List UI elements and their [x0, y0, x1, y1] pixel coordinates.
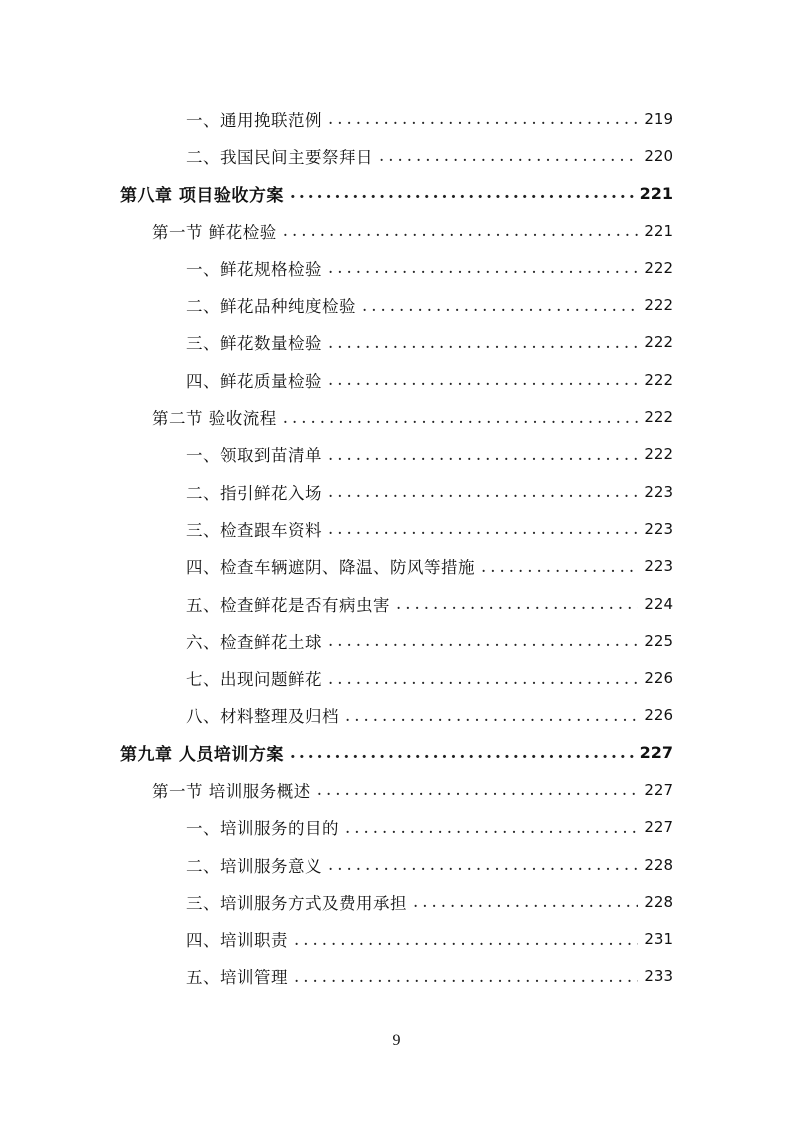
toc-entry-page: 219 — [644, 109, 673, 128]
toc-section-entry[interactable] — [0, 212, 793, 249]
toc-entry-title: 四、鲜花质量检验 — [186, 371, 322, 391]
toc-dot-leader — [345, 706, 638, 725]
toc-entry-title: 二、鲜花品种纯度检验 — [186, 297, 356, 317]
toc-dot-leader — [283, 221, 639, 240]
toc-entry-title: 五、培训管理 — [186, 968, 288, 988]
table-of-contents — [0, 100, 793, 995]
toc-dot-leader — [328, 669, 638, 688]
toc-dot-leader — [294, 967, 638, 986]
toc-entry-page: 227 — [644, 780, 673, 799]
toc-dot-leader — [379, 146, 638, 165]
toc-entry-title: 六、检查鲜花土球 — [186, 632, 322, 652]
toc-entry-page: 222 — [644, 333, 673, 352]
toc-entry-title: 二、指引鲜花入场 — [186, 483, 322, 503]
toc-entry-title: 五、检查鲜花是否有病虫害 — [186, 595, 390, 615]
toc-entry-title: 第八章 项目验收方案 — [120, 185, 284, 206]
toc-subsection-entry[interactable] — [0, 473, 793, 510]
toc-subsection-entry[interactable] — [0, 249, 793, 286]
toc-subsection-entry[interactable] — [0, 510, 793, 547]
page-number: 9 — [392, 1032, 401, 1049]
toc-entry-page: 223 — [644, 557, 673, 576]
toc-entry-page: 225 — [644, 631, 673, 650]
toc-dot-leader — [328, 482, 638, 501]
toc-entry-title: 第一节 培训服务概述 — [152, 781, 311, 801]
toc-subsection-entry[interactable] — [0, 324, 793, 361]
toc-subsection-entry[interactable] — [0, 659, 793, 696]
toc-entry-title: 八、材料整理及归档 — [186, 707, 339, 727]
toc-subsection-entry[interactable] — [0, 436, 793, 473]
toc-entry-page: 223 — [644, 519, 673, 538]
toc-entry-page: 223 — [644, 482, 673, 501]
toc-subsection-entry[interactable] — [0, 361, 793, 398]
toc-dot-leader — [413, 892, 638, 911]
toc-entry-title: 第一节 鲜花检验 — [152, 222, 277, 242]
toc-subsection-entry[interactable] — [0, 809, 793, 846]
toc-entry-title: 一、培训服务的目的 — [186, 819, 339, 839]
toc-dot-leader — [328, 855, 638, 874]
toc-entry-title: 七、出现问题鲜花 — [186, 670, 322, 690]
toc-subsection-entry[interactable] — [0, 137, 793, 174]
toc-entry-page: 228 — [644, 892, 673, 911]
toc-subsection-entry[interactable] — [0, 622, 793, 659]
toc-entry-page: 228 — [644, 855, 673, 874]
toc-dot-leader — [328, 445, 638, 464]
toc-subsection-entry[interactable] — [0, 100, 793, 137]
toc-entry-title: 三、鲜花数量检验 — [186, 334, 322, 354]
toc-entry-title: 一、鲜花规格检验 — [186, 259, 322, 279]
toc-dot-leader — [328, 631, 638, 650]
toc-subsection-entry[interactable] — [0, 921, 793, 958]
toc-entry-page: 222 — [644, 258, 673, 277]
toc-entry-title: 三、检查跟车资料 — [186, 520, 322, 540]
toc-chapter-entry[interactable] — [0, 175, 793, 212]
toc-entry-title: 第九章 人员培训方案 — [120, 745, 284, 766]
toc-dot-leader — [290, 743, 634, 763]
toc-dot-leader — [481, 557, 638, 576]
toc-entry-page: 221 — [644, 221, 673, 240]
toc-entry-title: 二、我国民间主要祭拜日 — [186, 147, 373, 167]
toc-dot-leader — [328, 519, 638, 538]
toc-dot-leader — [317, 780, 639, 799]
toc-entry-page: 231 — [644, 930, 673, 949]
toc-subsection-entry[interactable] — [0, 548, 793, 585]
toc-entry-page: 226 — [644, 669, 673, 688]
toc-dot-leader — [328, 333, 638, 352]
toc-dot-leader — [328, 258, 638, 277]
toc-subsection-entry[interactable] — [0, 585, 793, 622]
toc-dot-leader — [345, 818, 638, 837]
toc-entry-page: 222 — [644, 370, 673, 389]
toc-subsection-entry[interactable] — [0, 697, 793, 734]
toc-entry-title: 四、检查车辆遮阴、降温、防风等措施 — [186, 558, 475, 578]
toc-entry-page: 233 — [644, 967, 673, 986]
toc-subsection-entry[interactable] — [0, 958, 793, 995]
toc-dot-leader — [328, 109, 638, 128]
toc-entry-title: 一、通用挽联范例 — [186, 110, 322, 130]
toc-dot-leader — [283, 408, 639, 427]
toc-entry-page: 222 — [644, 408, 673, 427]
toc-entry-title: 三、培训服务方式及费用承担 — [186, 893, 407, 913]
toc-entry-page: 226 — [644, 706, 673, 725]
toc-chapter-entry[interactable] — [0, 734, 793, 771]
toc-dot-leader — [290, 183, 634, 203]
toc-subsection-entry[interactable] — [0, 846, 793, 883]
toc-entry-title: 第二节 验收流程 — [152, 409, 277, 429]
toc-entry-title: 一、领取到苗清单 — [186, 446, 322, 466]
toc-entry-title: 四、培训职责 — [186, 931, 288, 951]
toc-entry-page: 222 — [644, 296, 673, 315]
toc-subsection-entry[interactable] — [0, 883, 793, 920]
toc-section-entry[interactable] — [0, 398, 793, 435]
toc-entry-title: 二、培训服务意义 — [186, 856, 322, 876]
toc-entry-page: 224 — [644, 594, 673, 613]
toc-dot-leader — [294, 930, 638, 949]
toc-section-entry[interactable] — [0, 771, 793, 808]
toc-entry-page: 221 — [639, 183, 673, 203]
toc-entry-page: 227 — [644, 818, 673, 837]
toc-dot-leader — [328, 370, 638, 389]
toc-entry-page: 220 — [644, 146, 673, 165]
toc-entry-page: 227 — [639, 743, 673, 763]
toc-dot-leader — [362, 296, 638, 315]
toc-dot-leader — [396, 594, 638, 613]
toc-subsection-entry[interactable] — [0, 286, 793, 323]
toc-entry-page: 222 — [644, 445, 673, 464]
